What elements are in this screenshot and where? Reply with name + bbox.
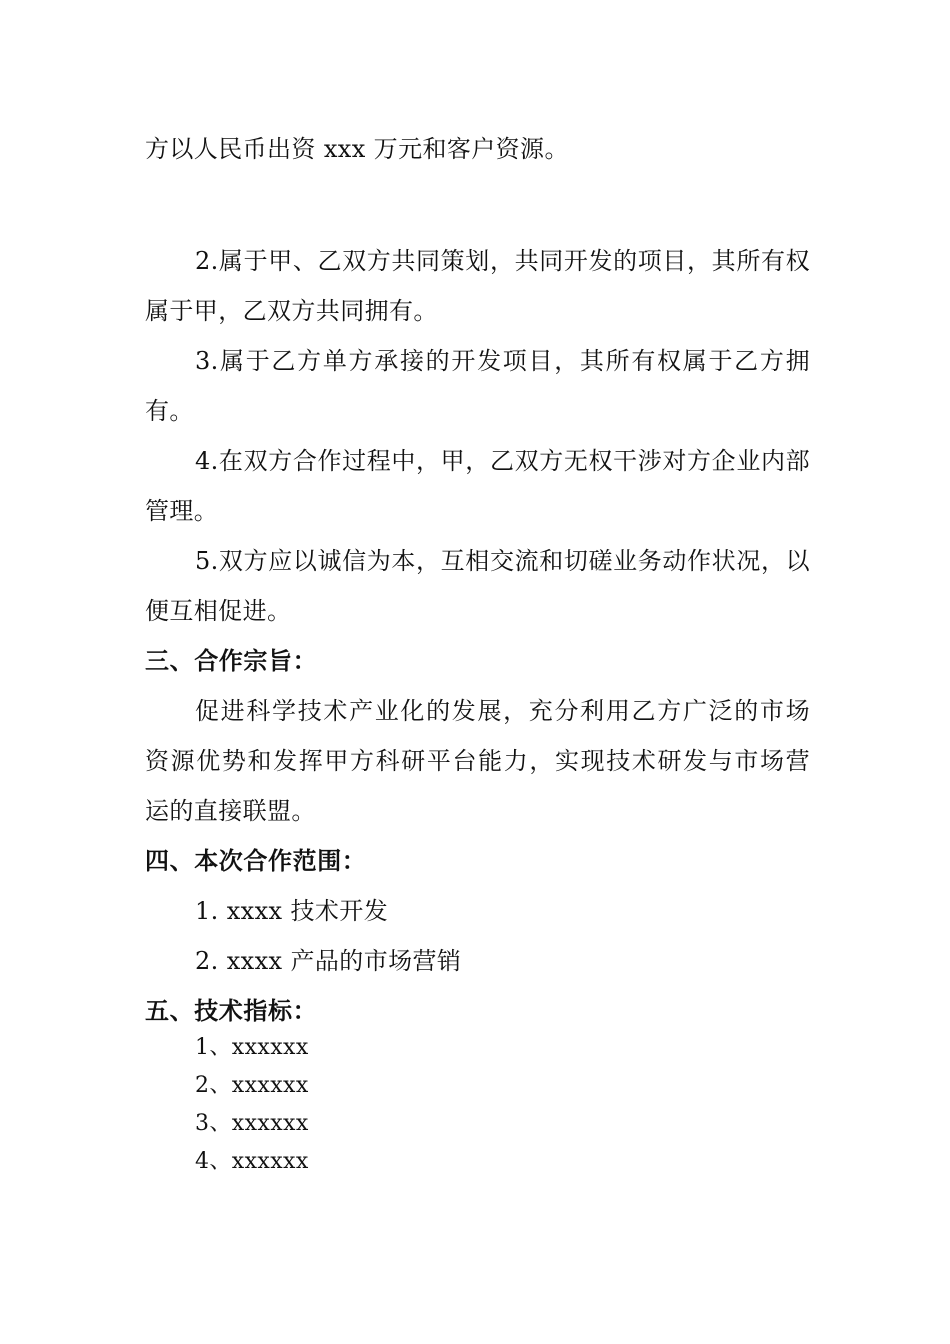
- clause-2-line-2: 属于甲，乙双方共同拥有。: [145, 297, 438, 325]
- section-5-item-1: 1、xxxxxx: [195, 1035, 309, 1060]
- section-3-line-3: 运的直接联盟。: [145, 797, 316, 825]
- section-3-line-1: 促进科学技术产业化的发展，充分利用乙方广泛的市场: [195, 697, 810, 725]
- continued-paragraph: 方以人民币出资 xxx 万元和客户资源。: [145, 135, 569, 163]
- section-5-item-2: 2、xxxxxx: [195, 1073, 309, 1098]
- clause-4-line-2: 管理。: [145, 497, 219, 525]
- section-4-item-2: 2. xxxx 产品的市场营销: [195, 947, 462, 975]
- clause-3-line-2: 有。: [145, 397, 194, 425]
- clause-3-line-1: 3.属于乙方单方承接的开发项目，其所有权属于乙方拥: [195, 347, 810, 375]
- section-3-line-2: 资源优势和发挥甲方科研平台能力，实现技术研发与市场营: [145, 747, 810, 775]
- section-5-item-4: 4、xxxxxx: [195, 1149, 309, 1174]
- section-4-heading: 四、本次合作范围：: [145, 847, 367, 875]
- section-5-heading: 五、技术指标：: [145, 997, 318, 1025]
- clause-4-line-1: 4.在双方合作过程中，甲，乙双方无权干涉对方企业内部: [195, 447, 810, 475]
- clause-5-line-2: 便互相促进。: [145, 597, 292, 625]
- section-3-heading: 三、合作宗旨：: [145, 647, 318, 675]
- clause-5-line-1: 5.双方应以诚信为本，互相交流和切磋业务动作状况，以: [195, 547, 810, 575]
- clause-2-line-1: 2.属于甲、乙双方共同策划，共同开发的项目，其所有权: [195, 247, 810, 275]
- section-4-item-1: 1. xxxx 技术开发: [195, 897, 389, 925]
- section-5-item-3: 3、xxxxxx: [195, 1111, 309, 1136]
